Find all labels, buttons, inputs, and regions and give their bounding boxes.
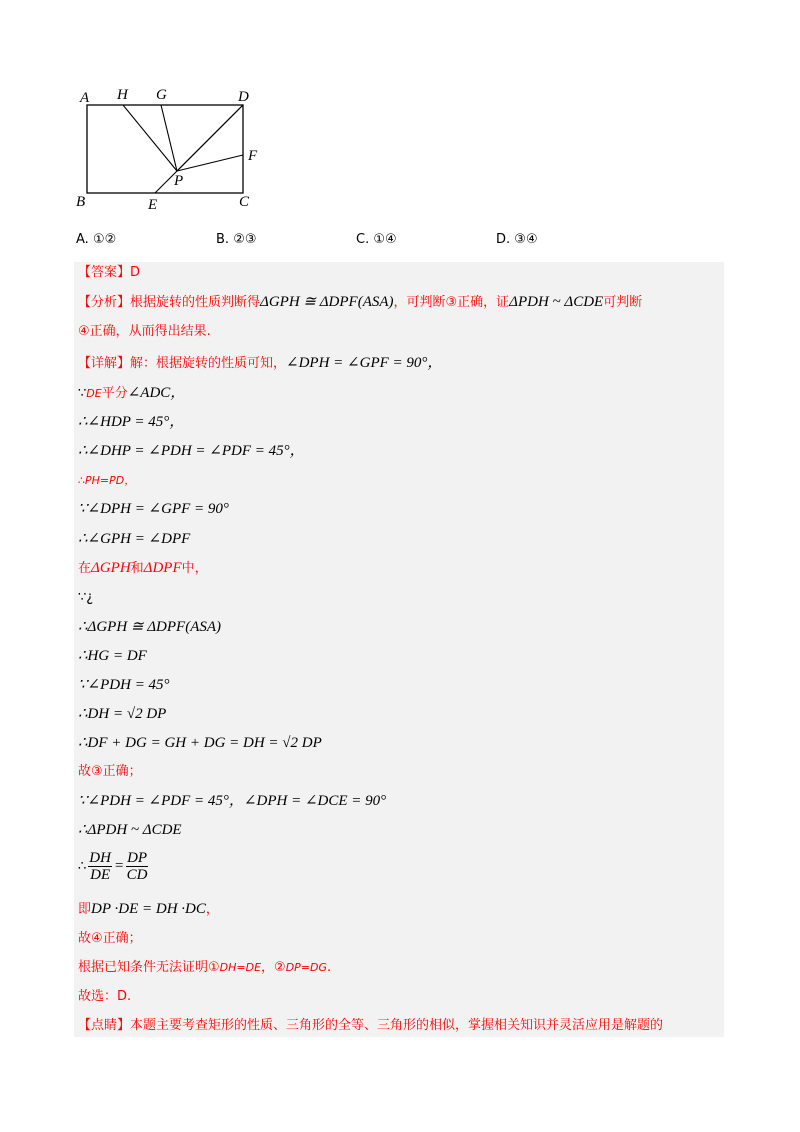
step-14: 故③正确； xyxy=(78,764,142,779)
segment-fp xyxy=(177,155,243,171)
step-13: ∴DF + DG = GH + DG = DH = √2 DP xyxy=(78,735,322,751)
option-b[interactable]: B. ②③ xyxy=(216,232,257,247)
label-b: B xyxy=(76,194,86,210)
step-11: ∵∠PDH = 45° xyxy=(78,677,170,693)
rectangle-diagram xyxy=(70,78,280,218)
solution-panel xyxy=(74,262,724,1037)
step-7: 在ΔGPH和ΔDPF中， xyxy=(78,560,208,576)
geometry-figure xyxy=(70,78,280,218)
answer-line: 【答案】D xyxy=(78,265,141,280)
step-4: ∴PH=PD， xyxy=(78,474,136,487)
step-17: ∴ $\frac{DH}{DE}$ = $\frac{DP}{CD}$ xyxy=(78,850,148,883)
step-15: ∵∠PDH = ∠PDF = 45°，∠DPH = ∠DCE = 90° xyxy=(78,793,387,809)
label-h: H xyxy=(117,87,128,103)
step-12: ∴DH = √2 DP xyxy=(78,706,167,722)
step-18: 即DP ·DE = DH ·DC， xyxy=(78,901,219,917)
option-a[interactable]: A. ①② xyxy=(76,232,117,247)
fraction-dh-de: $\frac{DH}{DE}$ xyxy=(89,850,111,883)
option-c[interactable]: C. ①④ xyxy=(356,232,397,247)
segment-de xyxy=(155,105,243,193)
step-16: ∴ΔPDH ~ ΔCDE xyxy=(78,822,182,838)
step-21: 故选：D. xyxy=(78,989,132,1004)
label-f: F xyxy=(248,148,258,164)
label-e: E xyxy=(148,197,158,213)
step-3: ∴∠DHP = ∠PDH = ∠PDF = 45°， xyxy=(78,443,305,459)
step-9: ∴ΔGPH ≅ ΔDPF(ASA) xyxy=(78,619,222,635)
rectangle-abcd xyxy=(87,105,243,193)
step-10: ∴HG = DF xyxy=(78,648,147,664)
step-1: ∵DE平分∠ADC， xyxy=(78,385,186,401)
step-8: ∵¿ xyxy=(78,590,94,605)
label-g: G xyxy=(156,87,167,103)
option-d[interactable]: D. ③④ xyxy=(496,232,538,247)
answer-options xyxy=(76,232,736,254)
detail-line: 【详解】解：根据旋转的性质可知，∠DPH = ∠GPF = 90°， xyxy=(78,355,443,371)
label-a: A xyxy=(80,90,90,106)
step-19: 故④正确； xyxy=(78,931,142,946)
step-2: ∴∠HDP = 45°， xyxy=(78,414,185,430)
step-20: 根据已知条件无法证明①DH=DE，②DP=DG. xyxy=(78,960,332,975)
analysis-line-1: 【分析】根据旋转的性质判断得ΔGPH ≅ ΔDPF(ASA)，可判断③正确，证ΔPDH ~ ΔCDE可判断 xyxy=(78,294,643,310)
label-c: C xyxy=(239,194,250,210)
step-6: ∴∠GPH = ∠DPF xyxy=(78,531,191,547)
step-5: ∵∠DPH = ∠GPF = 90° xyxy=(78,501,229,517)
analysis-line-2: ④正确，从而得出结果. xyxy=(78,324,211,339)
label-d: D xyxy=(238,89,249,105)
fraction-dp-cd: $\frac{DP}{CD}$ xyxy=(126,850,148,883)
comment-line: 【点睛】本题主要考查矩形的性质、三角形的全等、三角形的相似，掌握相关知识并灵活应用是解题的 xyxy=(78,1018,664,1033)
label-p: P xyxy=(174,173,184,189)
